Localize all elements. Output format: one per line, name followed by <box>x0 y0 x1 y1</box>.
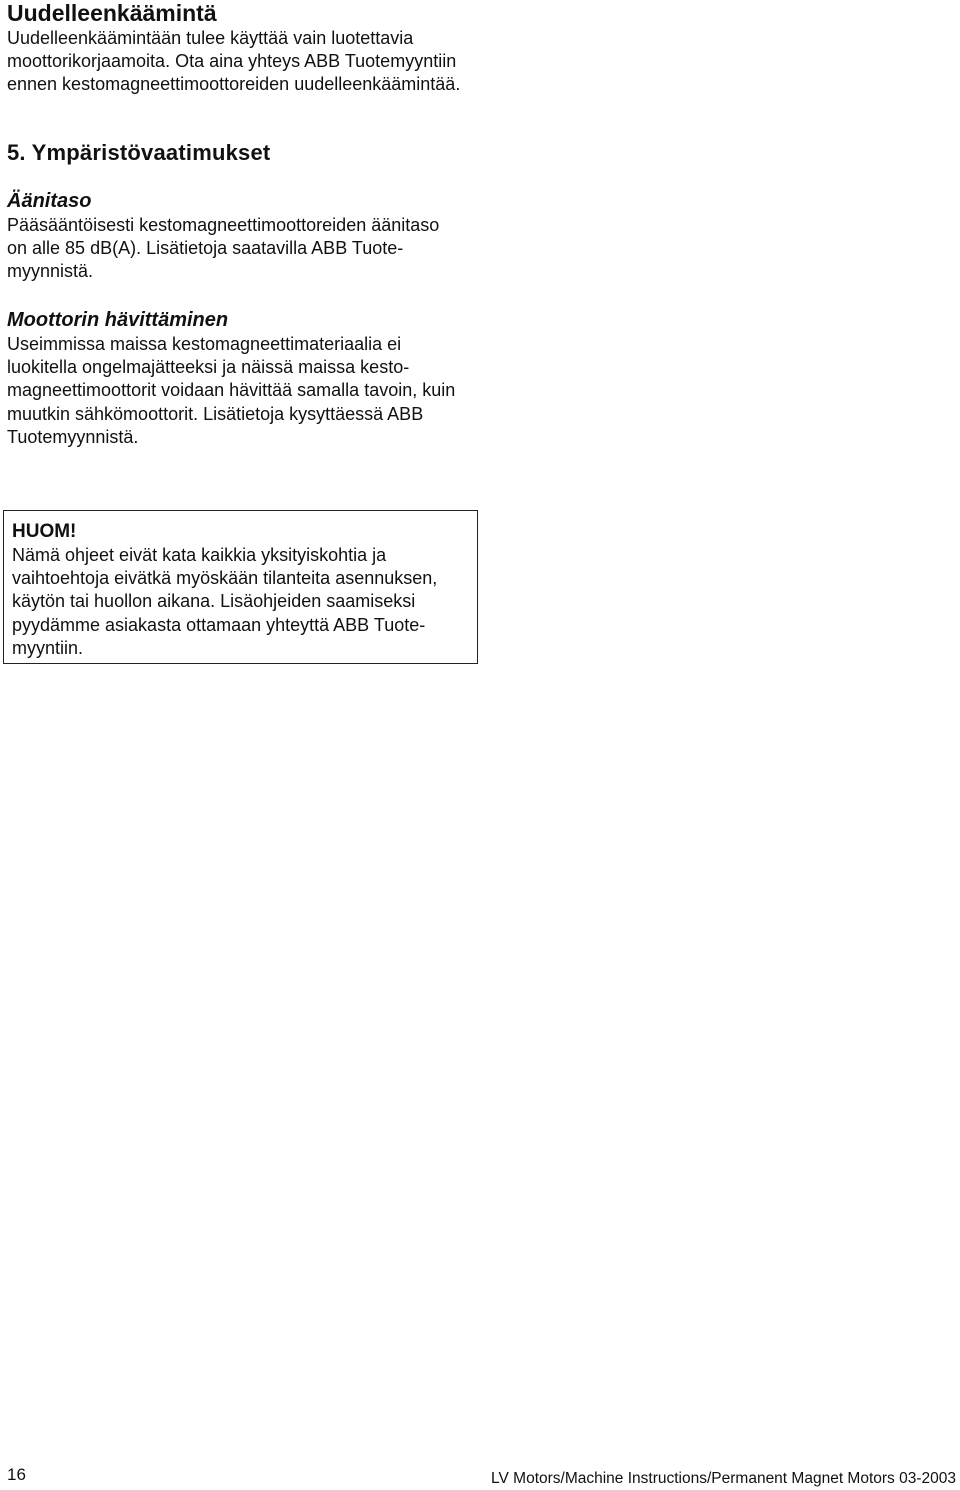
disposal-heading: Moottorin hävittäminen <box>7 309 229 331</box>
note-line: vaihtoehtoja eivätkä myöskään tilanteita asennuksen, <box>12 568 438 589</box>
rewinding-line: moottorikorjaamoita. Ota aina yhteys ABB Tuotemyyntiin <box>7 51 457 72</box>
disposal-line: magneettimoottorit voidaan hävittää samalla tavoin, kuin <box>7 380 456 401</box>
noise-section <box>7 189 547 284</box>
disposal-line: Useimmissa maissa kestomagneettimateriaalia ei <box>7 334 402 354</box>
disposal-line: Tuotemyynnistä. <box>7 426 139 447</box>
page-number: 16 <box>7 1465 26 1484</box>
footer-doc-title: LV Motors/Machine Instructions/Permanent Magnet Motors 03-2003 <box>491 1470 956 1487</box>
noise-heading: Äänitaso <box>7 190 92 212</box>
noise-line: on alle 85 dB(A). Lisätietoja saatavilla ABB Tuote- <box>7 238 404 259</box>
rewinding-line: ennen kestomagneettimoottoreiden uudelleenkäämintää. <box>7 74 461 95</box>
section-5-heading: 5. Ympäristövaatimukset <box>7 140 271 165</box>
rewinding-section <box>7 0 547 97</box>
disposal-line: muutkin sähkömoottorit. Lisätietoja kysyttäessä ABB <box>7 403 424 424</box>
note-line: pyydämme asiakasta ottamaan yhteyttä ABB Tuote- <box>12 614 426 635</box>
rewinding-line: Uudelleenkäämintään tulee käyttää vain luotettavia <box>7 28 414 48</box>
note-title: HUOM! <box>12 521 77 542</box>
noise-line: Pääsääntöisesti kestomagneettimoottoreiden äänitaso <box>7 215 440 235</box>
rewinding-heading: Uudelleenkäämintä <box>7 0 217 26</box>
note-box <box>3 510 478 664</box>
section-5 <box>7 140 547 166</box>
noise-line: myynnistä. <box>7 261 94 282</box>
note-line: Nämä ohjeet eivät kata kaikkia yksityiskohtia ja <box>12 545 387 565</box>
disposal-line: luokitella ongelmajätteeksi ja näissä maissa kesto- <box>7 357 410 378</box>
disposal-section <box>7 308 547 449</box>
note-line: käytön tai huollon aikana. Lisäohjeiden saamiseksi <box>12 591 416 612</box>
note-line: myyntiin. <box>12 637 84 658</box>
